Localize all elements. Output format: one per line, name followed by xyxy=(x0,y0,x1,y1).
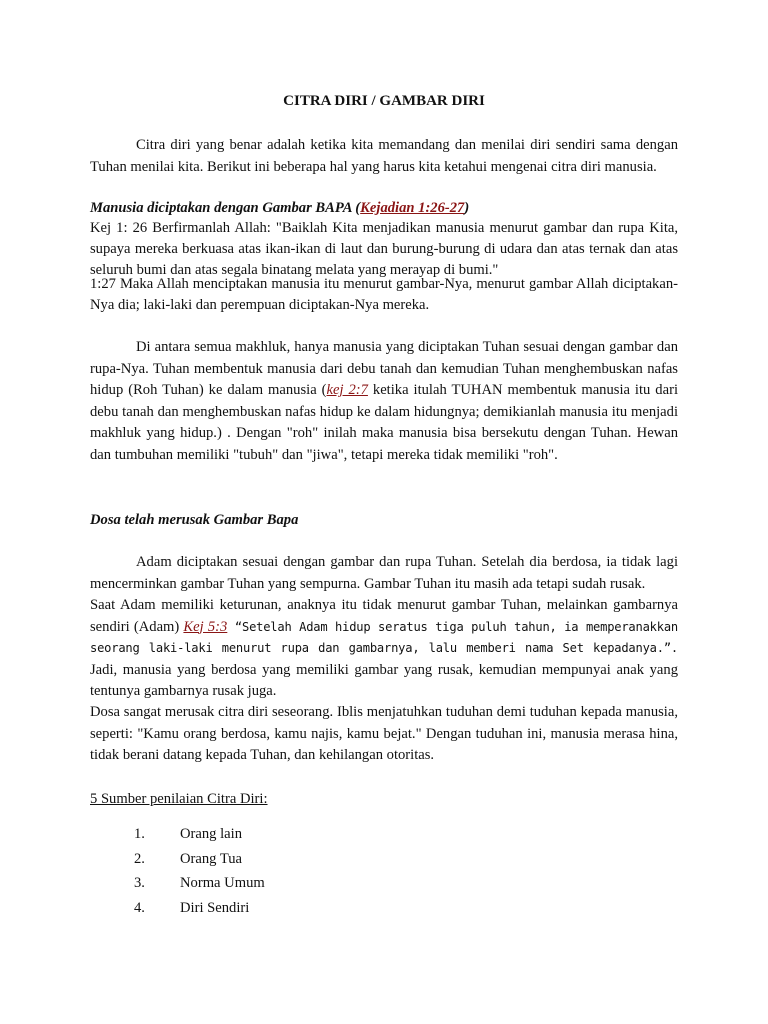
section1-heading-text: Manusia diciptakan dengan Gambar BAPA ( xyxy=(90,200,361,216)
section1-paragraph-end: ketika itulah TUHAN membentuk manusia itu dari debu tanah dan menghembuskan nafas hidup ke dalam hidungnya; demikianlah manusia itu menjadi makhluk yang hidup.) . Dengan "roh" inilah maka manusia bisa bersekutu dengan Tuhan. Hewan dan tumbuhan memiliki "tubuh" dan "jiwa", tetapi mereka tidak memiliki "roh". xyxy=(90,382,678,463)
section3-heading xyxy=(90,789,678,811)
section2-paragraph-2-start: Saat Adam memiliki keturunan, anaknya itu tidak menurut gambar Tuhan, melainkan gambarnya sendiri (Adam) xyxy=(90,597,678,635)
list-item-label: Orang lain xyxy=(180,826,243,842)
list-item-number: 4. xyxy=(134,899,145,916)
kejadian-1-26-27-link[interactable]: Kejadian 1:26-27 xyxy=(360,200,465,216)
list-item-label: Diri Sendiri xyxy=(180,899,250,916)
list-item xyxy=(134,824,265,849)
list-item-label: Orang Tua xyxy=(180,850,243,867)
section1-heading xyxy=(90,198,678,220)
sources-list xyxy=(134,824,265,922)
section1-heading-close: ) xyxy=(464,200,470,216)
section3-heading-text: 5 Sumber penilaian Citra Diri: xyxy=(90,791,268,807)
list-item xyxy=(134,873,265,898)
intro-paragraph: Citra diri yang benar adalah ketika kita memandang dan menilai diri sendiri sama dengan Tuhan menilai kita. Berikut ini beberapa hal yang harus kita ketahui mengenai citra diri manusia. xyxy=(90,137,678,175)
list-item-number: 1. xyxy=(134,826,145,842)
section2-paragraph-2-end: Jadi, manusia yang berdosa yang memiliki gambar yang rusak, kemudian mempunyai anak yang tentunya gambarnya rusak juga. xyxy=(90,661,678,699)
list-item xyxy=(134,849,265,874)
section1-paragraph xyxy=(90,337,678,466)
section2-paragraph-2 xyxy=(90,595,678,703)
list-item-number: 3. xyxy=(134,875,145,892)
verse-27: 1:27 Maka Allah menciptakan manusia itu menurut gambar-Nya, menurut gambar Allah diciptakan-Nya dia; laki-laki dan perempuan diciptakan-Nya mereka. xyxy=(90,276,678,313)
page-title: CITRA DIRI / GAMBAR DIRI xyxy=(283,93,485,109)
section1-paragraph-start: Di antara semua makhluk, hanya manusia yang diciptakan Tuhan sesuai dengan gambar dan rupa-Nya. Tuhan membentuk manusia dari debu tanah dan kemudian Tuhan menghembuskan nafas hidup (Roh Tuhan) ke dalam manusia ( xyxy=(90,339,678,398)
kej-2-7-link[interactable]: kej 2:7 xyxy=(326,382,368,398)
section2-heading: Dosa telah merusak Gambar Bapa xyxy=(90,512,299,528)
list-item-number: 2. xyxy=(134,850,145,867)
kej-5-3-link[interactable]: Kej 5:3 xyxy=(183,618,228,635)
list-item-label: Norma Umum xyxy=(180,875,265,892)
section2-paragraph-3: Dosa sangat merusak citra diri seseorang. Iblis menjatuhkan tuduhan demi tuduhan kepada manusia, seperti: "Kamu orang berdosa, kamu najis, kamu bejat." Dengan tuduhan ini, manusia merasa hina, tidak berani datang kepada Tuhan, dan kehilangan otoritas. xyxy=(90,704,678,763)
kej-5-3-quote: “Setelah Adam hidup seratus tiga puluh tahun, ia memperanakkan seorang laki-laki menurut rupa dan gambarnya, lalu memberi nama Set kepadanya.”. xyxy=(90,619,679,655)
section2-paragraph-1: Adam diciptakan sesuai dengan gambar dan rupa Tuhan. Setelah dia berdosa, ia tidak lagi mencerminkan gambar Tuhan yang sempurna. Gambar Tuhan itu masih ada tetapi sudah rusak. xyxy=(90,554,678,592)
verse-26: Kej 1: 26 Berfirmanlah Allah: "Baiklah Kita menjadikan manusia menurut gambar dan rupa Kita, supaya mereka berkuasa atas ikan-ikan di laut dan burung-burung di udara dan atas ternak dan atas seluruh bumi dan atas segala binatang melata yang merayap di bumi." xyxy=(90,220,678,278)
list-item xyxy=(134,898,265,923)
